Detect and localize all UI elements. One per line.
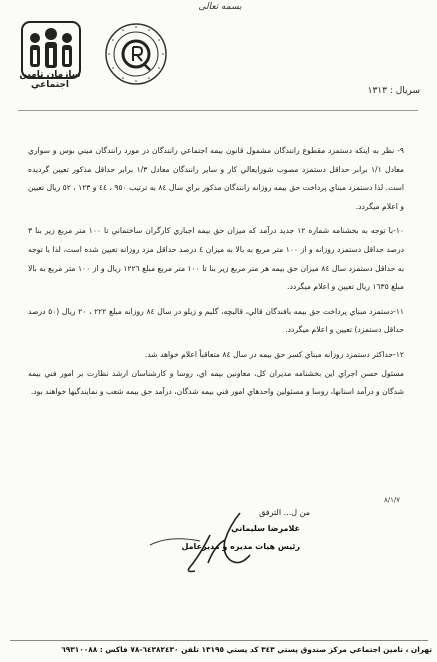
footer-divider [10, 640, 428, 641]
responsibility-paragraph: مسئول حسن اجراي اين بخشنامه مديران كل، معاونين بيمه اي، روسا و كارشناسان ارشد نظارت بر امور فني بيمه شدگان و درآمد استانها، روسا و مسئولين واحدهاي امور فني بيمه شدگان، درآمد حق بيمه شعب و نمايندگيها خواهند بود. [28, 368, 404, 397]
quality-certification-seal-icon [104, 22, 168, 86]
paragraph-11: ١١-دستمزد مبناي پرداخت حق بيمه بافندگان قالي، قاليچه، گليم و زيلو در سال ٨٤ روزانه مبلغ ٢٢٢ ، ٢٠ ريال (٥٠ درصد حداقل دستمزد) تعيين و اعلام ميگردد. [28, 306, 404, 335]
footer-contact: تهران ، تامين اجتماعي مركز صندوق پستي ٣٤٣ كد پستي ١٣١٩٥ تلفن ٦٤٣٨٢٤٣٠-٧٨ فاكس : ٦٩٣١٠٠٨٨ [61, 645, 432, 654]
paragraph-12: ١٢-حداكثر دستمزد روزانه مبناي كسر حق بيمه در سال ٨٤ متعاقباً اعلام خواهد شد. [144, 349, 404, 359]
signatory-title: رئيس هيات مديره و مديرعامل [181, 542, 300, 551]
document-body [28, 142, 404, 402]
document-date: ٨/١/٧ [384, 496, 400, 504]
signature-handwritten-line: من ل... الترفق [259, 508, 310, 517]
organization-name: سازمان تامين اجتماعي [19, 70, 81, 90]
paragraph-9: ٩- نظر به اينكه دستمزد مقطوع رانندگان مشمول قانون بيمه اجتماعي رانندگان در مورد رانندگان ميني بوس و سواري معادل ١/١ برابر حداقل دستمزد مصوب شورايعالي كار و ساير رانندگان معادل ١/٣ برابر حداقل مذكور تعيين گرديده است. لذا دستمزد مبناي پرداخت حق بيمه روزانه رانندگان مذكور براي سال ٨٤ به ترتيب ٩٥٠ ، ٤٤ و ١٢٣ ، ٥٢ ريال تعيين و اعلام ميگردد. [28, 146, 404, 211]
signatory-name: غلامرضا سليماني [231, 524, 300, 533]
serial-number: سريال : ١٣١٣ [367, 86, 420, 96]
header-divider [18, 110, 418, 111]
paragraph-10: ١٠-با توجه به بخشنامه شماره ١٢ جديد درآمد كه ميزان حق بيمه اجباري كارگران ساختماني تا ١٠٠ متر مربع زير بنا ٣ درصد حداقل دستمزد روزانه و از ١٠٠ متر مربع به بالا به ميزان ٤ درصد حداقل مزد روزانه تعيين شده است، لذا با توجه به حداقل دستمزد سال ٨٤ ميزان حق بيمه هر متر مربع زير بنا تا ١٠٠ متر مربع مبلغ ١٢٢٦ ريال و از ١٠٠ متر مربع به بالا مبلغ ١٦٣٥ ريال تعيين و اعلام ميگردد. [28, 226, 405, 292]
besmellah-heading: بسمه تعالی [198, 2, 242, 12]
